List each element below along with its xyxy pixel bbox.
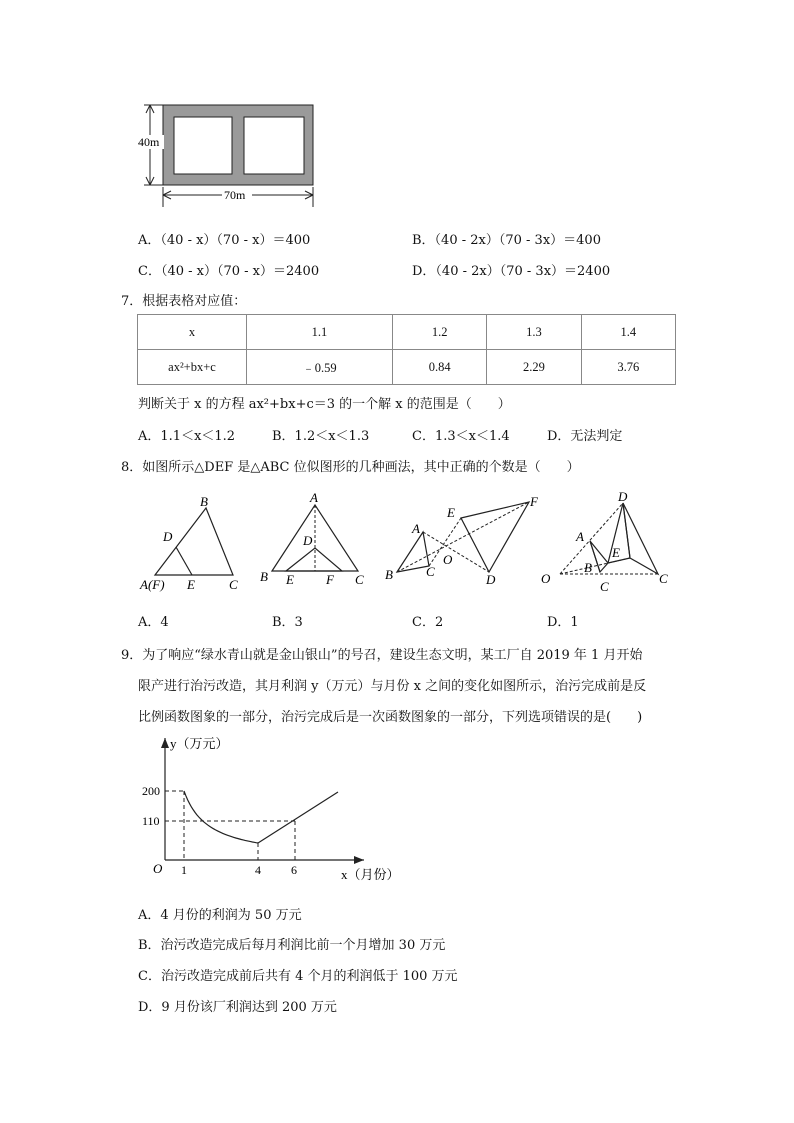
label: C bbox=[426, 564, 435, 579]
q8-figure-3 bbox=[383, 492, 548, 592]
origin-label: O bbox=[153, 861, 163, 876]
label: B bbox=[385, 567, 393, 582]
q7-option-b: B．1.2＜x＜1.3 bbox=[272, 429, 370, 444]
q7-value-table bbox=[137, 314, 676, 385]
q9-option-d: D．9 月份该厂利润达到 200 万元 bbox=[138, 1000, 337, 1015]
height-label: 40m bbox=[138, 135, 160, 149]
label: E bbox=[447, 505, 455, 520]
q8-figure-2 bbox=[256, 488, 371, 588]
q8-option-d: D．1 bbox=[547, 615, 579, 630]
label: C bbox=[600, 579, 609, 594]
q7-option-a: A．1.1＜x＜1.2 bbox=[138, 429, 236, 444]
label: A(F) bbox=[140, 577, 165, 592]
q9-graph bbox=[136, 732, 406, 892]
table-cell: 1.4 bbox=[581, 315, 675, 350]
table-cell: ﹣0.59 bbox=[247, 350, 393, 385]
label: C bbox=[659, 571, 668, 586]
q9-line-3: 比例函数图象的一部分，治污完成后是一次函数图象的一部分，下列选项错误的是( ) bbox=[138, 710, 643, 725]
label: O bbox=[541, 571, 551, 586]
q8-option-c: C．2 bbox=[412, 615, 444, 630]
label: F bbox=[326, 572, 334, 587]
label: O bbox=[443, 552, 453, 567]
table-cell: 1.3 bbox=[487, 315, 581, 350]
y-axis-label: y（万元） bbox=[170, 736, 229, 751]
table-cell: 3.76 bbox=[581, 350, 675, 385]
y-tick-label: 200 bbox=[142, 784, 160, 798]
y-tick-label: 110 bbox=[142, 814, 160, 828]
q6-figure bbox=[130, 95, 330, 210]
q6-option-b: B．（40 - 2x）（70 - 3x）＝400 bbox=[412, 233, 601, 248]
width-label: 70m bbox=[224, 188, 246, 202]
table-cell: ax²+bx+c bbox=[138, 350, 247, 385]
q8-option-a: A．4 bbox=[138, 615, 169, 630]
q6-option-d: D．（40 - 2x）（70 - 3x）＝2400 bbox=[412, 264, 611, 279]
label: A bbox=[412, 521, 420, 536]
q9-option-a: A．4 月份的利润为 50 万元 bbox=[138, 908, 302, 923]
q8-figure-4 bbox=[538, 488, 678, 598]
inner-square-right bbox=[244, 117, 304, 174]
table-cell: 1.1 bbox=[247, 315, 393, 350]
table-cell: x bbox=[138, 315, 247, 350]
q6-option-c: C．（40 - x）（70 - x）＝2400 bbox=[138, 264, 320, 279]
q8-figure-1 bbox=[136, 492, 256, 592]
table-cell: 1.2 bbox=[392, 315, 486, 350]
x-axis-label: x（月份） bbox=[341, 867, 400, 882]
label: D bbox=[163, 529, 173, 544]
label: C bbox=[229, 577, 238, 592]
label: D bbox=[303, 533, 313, 548]
q9-option-b: B．治污改造完成后每月利润比前一个月增加 30 万元 bbox=[138, 938, 446, 953]
q7-option-d: D．无法判定 bbox=[547, 429, 623, 444]
q8-option-b: B．3 bbox=[272, 615, 303, 630]
table-row bbox=[138, 350, 676, 385]
label: B bbox=[584, 560, 592, 575]
table-cell: 0.84 bbox=[392, 350, 486, 385]
table-cell: 2.29 bbox=[487, 350, 581, 385]
q9-line-1: 9．为了响应“绿水青山就是金山银山”的号召，建设生态文明，某工厂自 2019 年 1 月开始 bbox=[121, 648, 643, 663]
label: F bbox=[530, 494, 538, 509]
label: A bbox=[310, 490, 318, 505]
q9-line-2: 限产进行治污改造，其月利润 y（万元）与月份 x 之间的变化如图所示，治污完成前是反 bbox=[138, 679, 647, 694]
x-tick-label: 6 bbox=[291, 863, 297, 877]
label: D bbox=[618, 489, 628, 504]
q7-stem: 7．根据表格对应值： bbox=[121, 294, 247, 309]
label: E bbox=[612, 545, 620, 560]
q8-stem: 8．如图所示△DEF 是△ABC 位似图形的几种画法，其中正确的个数是（ ） bbox=[121, 460, 580, 475]
q6-option-a: A．（40 - x）（70 - x）＝400 bbox=[138, 233, 311, 248]
x-tick-label: 1 bbox=[181, 863, 187, 877]
label: D bbox=[486, 572, 496, 587]
q7-option-c: C．1.3＜x＜1.4 bbox=[412, 429, 510, 444]
label: B bbox=[260, 569, 268, 584]
label: B bbox=[200, 494, 208, 509]
label: C bbox=[355, 572, 364, 587]
label: A bbox=[576, 529, 584, 544]
label: E bbox=[187, 577, 195, 592]
q7-question: 判断关于 x 的方程 ax²+bx+c＝3 的一个解 x 的范围是（ ） bbox=[138, 397, 511, 412]
inner-square-left bbox=[174, 117, 232, 174]
table-row bbox=[138, 315, 676, 350]
hyperbola-curve bbox=[184, 791, 258, 843]
label: E bbox=[286, 572, 294, 587]
x-tick-label: 4 bbox=[255, 863, 261, 877]
q9-option-c: C．治污改造完成前后共有 4 个月的利润低于 100 万元 bbox=[138, 969, 458, 984]
linear-segment bbox=[258, 792, 338, 843]
